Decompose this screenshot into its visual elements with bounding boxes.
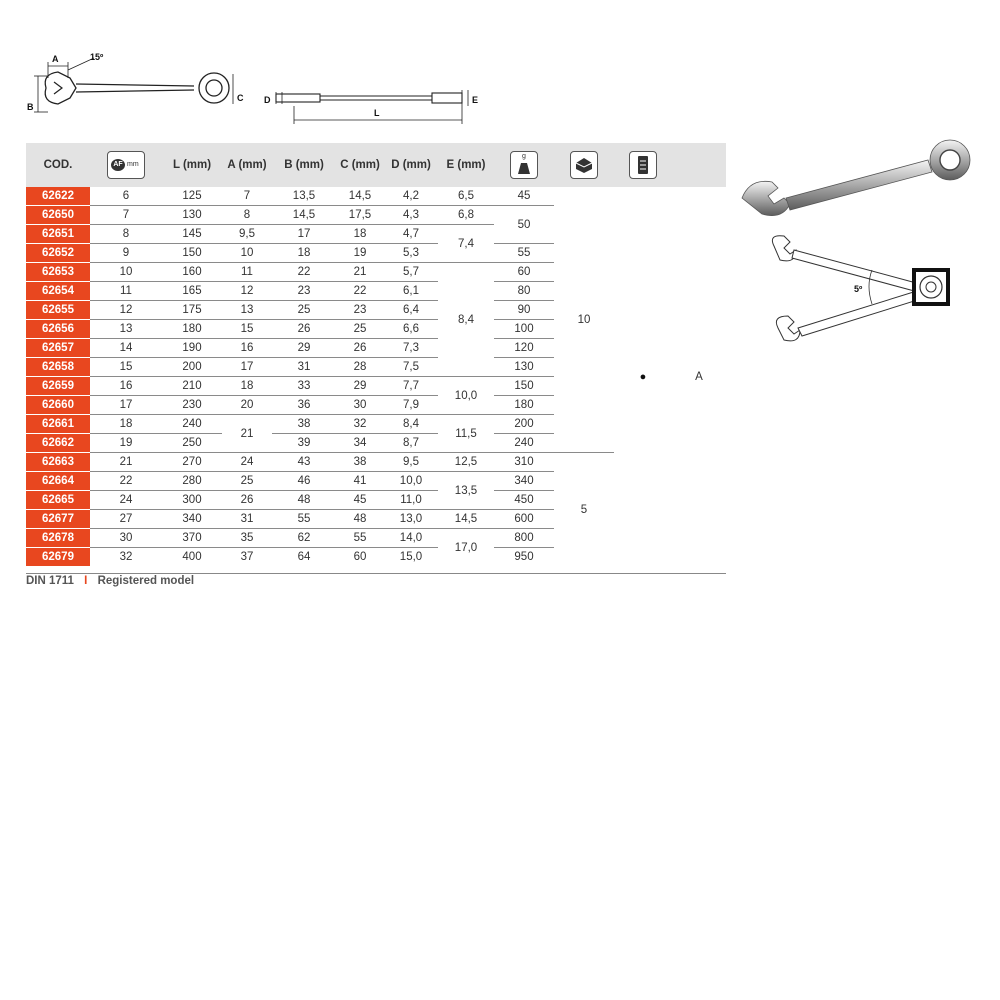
d-cell: 13,0 xyxy=(384,510,438,529)
af-cell: 21 xyxy=(90,453,162,472)
a-cell: 37 xyxy=(240,551,254,564)
b-cell: 46 xyxy=(272,472,336,491)
l-cell: 370 xyxy=(162,529,222,548)
ratchet-wrench-illustration xyxy=(738,138,988,343)
dim-label-b: B xyxy=(27,102,34,112)
c-cell: 55 xyxy=(336,529,384,548)
c-cell: 28 xyxy=(336,358,384,377)
a-cell: 18 xyxy=(222,377,272,396)
availability-cell: A xyxy=(695,370,703,383)
a-cell: 25 xyxy=(222,472,272,491)
code-cell: 62650 xyxy=(26,206,90,225)
a-cell: 11 xyxy=(222,263,272,282)
a-cell: 31 xyxy=(222,510,272,529)
swing-angle-label: 5º xyxy=(854,284,863,294)
c-cell: 48 xyxy=(336,510,384,529)
l-cell: 200 xyxy=(162,358,222,377)
weight-cell: 55 xyxy=(494,244,554,263)
b-cell: 13,5 xyxy=(272,187,336,206)
code-cell: 62679 xyxy=(26,548,90,567)
d-cell: 7,7 xyxy=(384,377,438,396)
code-cell: 62661 xyxy=(26,415,90,434)
af-cell: 12 xyxy=(90,301,162,320)
af-cell: 16 xyxy=(90,377,162,396)
table-header-row xyxy=(26,143,726,187)
b-cell: 22 xyxy=(272,263,336,282)
d-cell: 11,0 xyxy=(384,491,438,510)
weight-cell: 310 xyxy=(494,453,554,472)
d-cell: 6,4 xyxy=(384,301,438,320)
table-footer xyxy=(26,573,726,587)
e-cell: 13,5 xyxy=(438,472,494,510)
b-cell: 36 xyxy=(272,396,336,415)
header-l: L (mm) xyxy=(162,143,222,187)
code-cell: 62658 xyxy=(26,358,90,377)
d-cell: 9,5 xyxy=(384,453,438,472)
code-cell: 62660 xyxy=(26,396,90,415)
d-cell: 8,7 xyxy=(384,434,438,453)
swing-angle-diagram xyxy=(772,236,948,341)
e-cell: 17,0 xyxy=(454,541,478,554)
dim-label-c: C xyxy=(237,93,244,103)
c-cell: 38 xyxy=(336,453,384,472)
af-cell: 24 xyxy=(90,491,162,510)
weight-cell: 340 xyxy=(494,472,554,491)
c-cell: 14,5 xyxy=(336,187,384,206)
l-cell: 180 xyxy=(162,320,222,339)
d-cell: 5,3 xyxy=(384,244,438,263)
table-row xyxy=(26,187,726,206)
a-cell: 16 xyxy=(222,339,272,358)
c-cell: 34 xyxy=(336,434,384,453)
dim-label-l: L xyxy=(374,108,380,118)
af-cell: 27 xyxy=(90,510,162,529)
c-cell: 25 xyxy=(336,320,384,339)
code-cell: 62665 xyxy=(26,491,90,510)
a-cell: 12 xyxy=(222,282,272,301)
af-cell: 8 xyxy=(90,225,162,244)
code-cell: 62662 xyxy=(26,434,90,453)
l-cell: 270 xyxy=(162,453,222,472)
e-cell: 14,5 xyxy=(438,510,494,529)
wrench-side-diagram xyxy=(24,48,254,128)
weight-cell: 150 xyxy=(494,377,554,396)
wrench-photo xyxy=(742,140,970,216)
b-cell: 38 xyxy=(272,415,336,434)
header-a: A (mm) xyxy=(222,143,272,187)
af-cell: 14 xyxy=(90,339,162,358)
d-cell: 7,3 xyxy=(384,339,438,358)
weight-cell: 450 xyxy=(494,491,554,510)
l-cell: 300 xyxy=(162,491,222,510)
l-cell: 240 xyxy=(162,415,222,434)
weight-cell: 200 xyxy=(494,415,554,434)
header-pack xyxy=(554,143,614,187)
a-cell: 7 xyxy=(222,187,272,206)
code-cell: 62655 xyxy=(26,301,90,320)
header-c: C (mm) xyxy=(336,143,384,187)
a-cell: 17 xyxy=(222,358,272,377)
d-cell: 4,2 xyxy=(384,187,438,206)
header-code: COD. xyxy=(26,143,90,187)
l-cell: 210 xyxy=(162,377,222,396)
e-cell: 6,8 xyxy=(438,206,494,225)
d-cell: 6,1 xyxy=(384,282,438,301)
c-cell: 32 xyxy=(336,415,384,434)
weight-cell: 80 xyxy=(494,282,554,301)
e-cell: 12,5 xyxy=(438,453,494,472)
d-cell: 15,0 xyxy=(399,551,423,564)
header-blank xyxy=(672,143,726,187)
l-cell: 340 xyxy=(162,510,222,529)
c-cell: 23 xyxy=(336,301,384,320)
b-cell: 17 xyxy=(272,225,336,244)
weight-cell: 100 xyxy=(494,320,554,339)
pack-cell: 5 xyxy=(580,503,588,516)
l-cell: 160 xyxy=(162,263,222,282)
af-cell: 7 xyxy=(90,206,162,225)
header-b: B (mm) xyxy=(272,143,336,187)
l-cell: 175 xyxy=(162,301,222,320)
header-e: E (mm) xyxy=(438,143,494,187)
c-cell: 30 xyxy=(336,396,384,415)
af-cell: 22 xyxy=(90,472,162,491)
weight-cell: 130 xyxy=(494,358,554,377)
standard-label: DIN 1711 xyxy=(26,575,74,587)
l-cell: 150 xyxy=(162,244,222,263)
af-cell: 6 xyxy=(90,187,162,206)
af-cell: 17 xyxy=(90,396,162,415)
b-cell: 39 xyxy=(272,434,336,453)
weight-cell: 800 xyxy=(494,529,554,548)
d-cell: 14,0 xyxy=(384,529,438,548)
weight-icon: g xyxy=(510,151,538,179)
c-cell: 41 xyxy=(336,472,384,491)
d-cell: 4,3 xyxy=(384,206,438,225)
c-cell: 17,5 xyxy=(336,206,384,225)
e-cell: 10,0 xyxy=(438,377,494,415)
af-cell: 10 xyxy=(90,263,162,282)
weight-cell: 240 xyxy=(494,434,554,453)
header-af xyxy=(90,143,162,187)
b-cell: 55 xyxy=(272,510,336,529)
code-cell: 62654 xyxy=(26,282,90,301)
code-cell: 62656 xyxy=(26,320,90,339)
af-cell: 32 xyxy=(119,551,133,564)
b-cell: 33 xyxy=(272,377,336,396)
weight-cell: 600 xyxy=(494,510,554,529)
code-cell: 62663 xyxy=(26,453,90,472)
c-cell: 45 xyxy=(336,491,384,510)
af-cell: 13 xyxy=(90,320,162,339)
b-cell: 62 xyxy=(272,529,336,548)
spec-table xyxy=(26,143,726,567)
a-cell: 15 xyxy=(222,320,272,339)
c-cell: 19 xyxy=(336,244,384,263)
a-cell: 20 xyxy=(222,396,272,415)
a-cell: 24 xyxy=(222,453,272,472)
b-cell: 26 xyxy=(272,320,336,339)
b-cell: 25 xyxy=(272,301,336,320)
registered-model-label: Registered model xyxy=(97,575,195,587)
box-icon xyxy=(570,151,598,179)
a-cell: 13 xyxy=(222,301,272,320)
b-cell: 64 xyxy=(297,551,311,564)
bullet-icon: ● xyxy=(639,370,647,383)
af-cell: 19 xyxy=(90,434,162,453)
e-cell: 6,5 xyxy=(438,187,494,206)
b-cell: 48 xyxy=(272,491,336,510)
af-cell: 11 xyxy=(90,282,162,301)
code-cell: 62677 xyxy=(26,510,90,529)
code-cell: 62652 xyxy=(26,244,90,263)
d-cell: 8,4 xyxy=(384,415,438,434)
d-cell: 5,7 xyxy=(384,263,438,282)
a-cell: 10 xyxy=(222,244,272,263)
af-cell: 30 xyxy=(90,529,162,548)
e-cell: 8,4 xyxy=(438,263,494,377)
a-cell: 35 xyxy=(222,529,272,548)
af-size-icon: AF mm xyxy=(107,151,145,179)
pack-cell: 10 xyxy=(554,187,614,453)
d-cell: 4,7 xyxy=(384,225,438,244)
code-cell: 62653 xyxy=(26,263,90,282)
weight-cell: 180 xyxy=(494,396,554,415)
d-cell: 7,5 xyxy=(384,358,438,377)
header-stock xyxy=(614,143,672,187)
a-cell: 26 xyxy=(222,491,272,510)
code-cell: 62678 xyxy=(26,529,90,548)
footer-separator: I xyxy=(84,575,88,587)
code-cell: 62659 xyxy=(26,377,90,396)
af-cell: 9 xyxy=(90,244,162,263)
e-cell: 11,5 xyxy=(438,415,494,453)
b-cell: 18 xyxy=(272,244,336,263)
a-cell: 9,5 xyxy=(222,225,272,244)
l-cell: 400 xyxy=(182,551,202,564)
d-cell: 6,6 xyxy=(384,320,438,339)
dim-label-d: D xyxy=(264,95,271,105)
c-cell: 22 xyxy=(336,282,384,301)
c-cell: 26 xyxy=(336,339,384,358)
dim-label-e: E xyxy=(472,95,479,105)
code-cell: 62657 xyxy=(26,339,90,358)
weight-cell: 50 xyxy=(494,206,554,244)
header-weight xyxy=(494,143,554,187)
weight-cell: 90 xyxy=(494,301,554,320)
b-cell: 14,5 xyxy=(272,206,336,225)
code-cell: 62622 xyxy=(26,187,90,206)
l-cell: 250 xyxy=(162,434,222,453)
l-cell: 190 xyxy=(162,339,222,358)
angle-label-15: 15º xyxy=(90,52,104,62)
af-cell: 18 xyxy=(90,415,162,434)
weight-cell: 120 xyxy=(494,339,554,358)
d-cell: 7,9 xyxy=(384,396,438,415)
dim-label-a: A xyxy=(52,54,59,64)
af-cell: 15 xyxy=(90,358,162,377)
weight-cell: 60 xyxy=(494,263,554,282)
weight-cell: 950 xyxy=(514,551,534,564)
weight-cell: 45 xyxy=(494,187,554,206)
l-cell: 165 xyxy=(162,282,222,301)
e-cell: 7,4 xyxy=(438,225,494,263)
b-cell: 23 xyxy=(272,282,336,301)
l-cell: 230 xyxy=(162,396,222,415)
b-cell: 31 xyxy=(272,358,336,377)
l-cell: 145 xyxy=(162,225,222,244)
l-cell: 125 xyxy=(162,187,222,206)
code-cell: 62664 xyxy=(26,472,90,491)
a-cell: 21 xyxy=(222,415,272,453)
b-cell: 29 xyxy=(272,339,336,358)
display-stand-icon xyxy=(629,151,657,179)
l-cell: 280 xyxy=(162,472,222,491)
l-cell: 130 xyxy=(162,206,222,225)
c-cell: 18 xyxy=(336,225,384,244)
header-d: D (mm) xyxy=(384,143,438,187)
c-cell: 21 xyxy=(336,263,384,282)
c-cell: 29 xyxy=(336,377,384,396)
c-cell: 60 xyxy=(353,551,367,564)
a-cell: 8 xyxy=(222,206,272,225)
wrench-top-diagram xyxy=(262,82,502,130)
b-cell: 43 xyxy=(272,453,336,472)
code-cell: 62651 xyxy=(26,225,90,244)
d-cell: 10,0 xyxy=(384,472,438,491)
